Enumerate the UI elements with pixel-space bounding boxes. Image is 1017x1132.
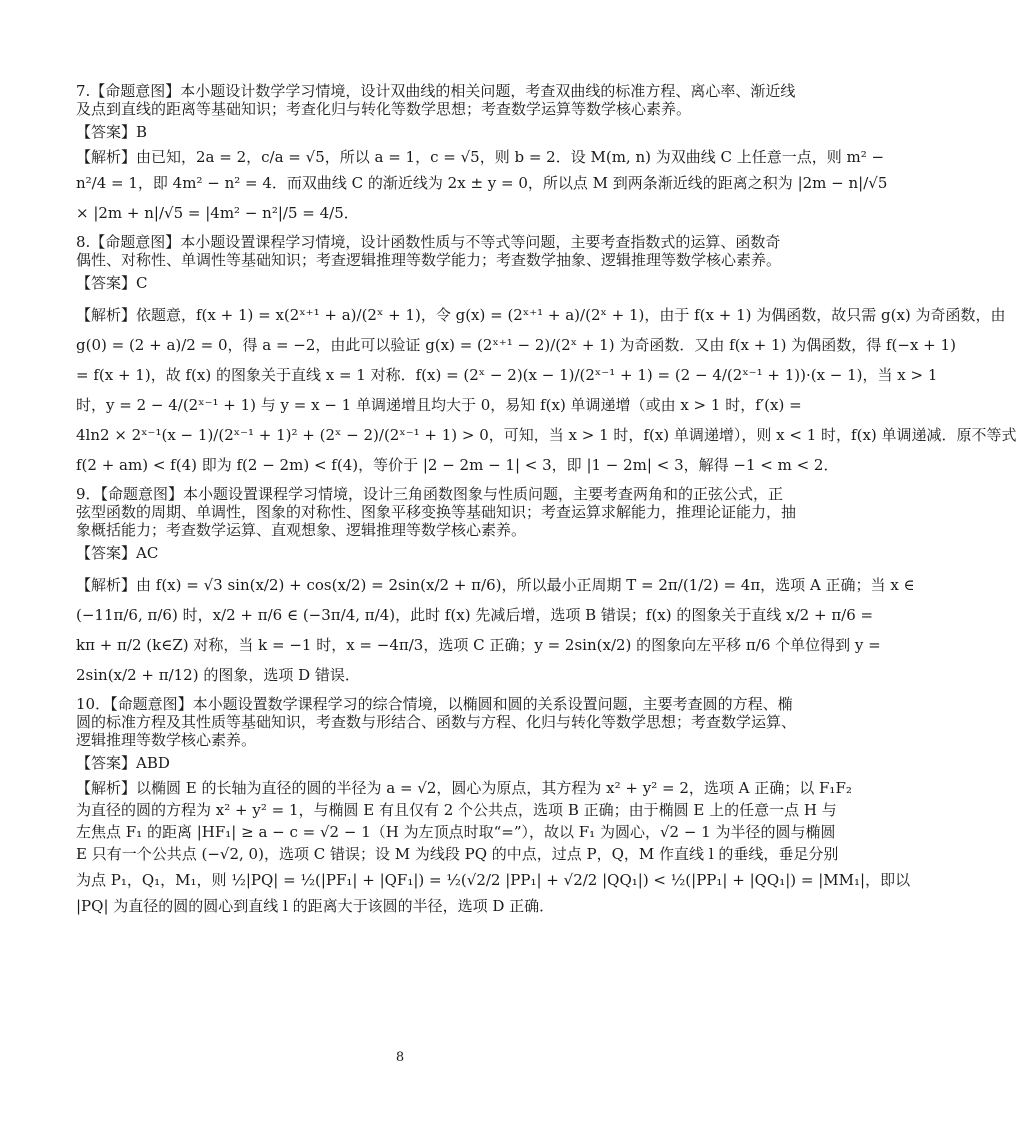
q8-analysis-line-5: 4ln2 × 2ˣ⁻¹(x − 1)/(2ˣ⁻¹ + 1)² + (2ˣ − 2)/(2ˣ⁻¹ + 1) > 0，可知，当 x > 1 时，f(x) 单调递增），则 x < 1 时，f(x) 单调递减．原不等式 [76, 426, 1017, 444]
q10-analysis-line-2: 为直径的圆的方程为 x² + y² = 1，与椭圆 E 有且仅有 2 个公共点，选项 B 正确；由于椭圆 E 上的任意一点 H 与 [76, 801, 837, 819]
q9-intent-line-3: 象概括能力；考查数学运算、直观想象、逻辑推理等数学核心素养。 [76, 521, 527, 539]
q7-intent-line-2: 及点到直线的距离等基础知识；考查化归与转化等数学思想；考查数学运算等数学核心素养。 [76, 100, 692, 118]
q7-analysis-line-3: × |2m + n|/√5 = |4m² − n²|/5 = 4/5． [76, 204, 359, 222]
q9-intent-line-2: 弦型函数的周期、单调性，图象的对称性、图象平移变换等基础知识；考查运算求解能力，推理论证能力，抽 [76, 503, 797, 521]
q9-analysis-line-1: 【解析】由 f(x) = √3 sin(x/2) + cos(x/2) = 2sin(x/2 + π/6)，所以最小正周期 T = 2π/(1/2) = 4π，选项 A 正确；当 x ∈ [76, 576, 915, 594]
q8-analysis-line-3: = f(x + 1)，故 f(x) 的图象关于直线 x = 1 对称．f(x) = (2ˣ − 2)(x − 1)/(2ˣ⁻¹ + 1) = (2 − 4/(2ˣ⁻¹ + 1))·(x − 1)，当 x > 1 [76, 366, 938, 384]
q7-intent-line-1: 7.【命题意图】本小题设计数学学习情境，设计双曲线的相关问题，考查双曲线的标准方程、离心率、渐近线 [76, 82, 796, 100]
question-8 [76, 233, 1017, 480]
question-10 [76, 695, 911, 917]
q9-analysis-line-4: 2sin(x/2 + π/12) 的图象，选项 D 错误． [76, 666, 360, 684]
q10-analysis-line-6: |PQ| 为直径的圆的圆心到直线 l 的距离大于该圆的半径，选项 D 正确． [76, 897, 555, 915]
q9-answer: 【答案】AC [76, 544, 159, 562]
q10-intent-line-3: 逻辑推理等数学核心素养。 [76, 731, 257, 749]
q10-answer: 【答案】ABD [76, 754, 170, 772]
q10-analysis-line-5: 为点 P₁，Q₁，M₁，则 ½|PQ| = ½(|PF₁| + |QF₁|) = ½(√2/2 |PP₁| + √2/2 |QQ₁|) < ½(|PP₁| + |QQ₁|) = |MM₁|，即以 [76, 871, 911, 889]
q10-analysis-line-1: 【解析】以椭圆 E 的长轴为直径的圆的半径为 a = √2，圆心为原点，其方程为 x² + y² = 2，选项 A 正确；以 F₁F₂ [76, 779, 852, 797]
q8-analysis-line-4: 时，y = 2 − 4/(2ˣ⁻¹ + 1) 与 y = x − 1 单调递增且均大于 0，易知 f(x) 单调递增（或由 x > 1 时，f′(x) = [76, 396, 802, 414]
question-9 [76, 485, 915, 690]
q8-intent-line-1: 8.【命题意图】本小题设置课程学习情境，设计函数性质与不等式等问题，主要考查指数式的运算、函数奇 [76, 233, 781, 251]
q8-analysis-line-1: 【解析】依题意，f(x + 1) = x(2ˣ⁺¹ + a)/(2ˣ + 1)，令 g(x) = (2ˣ⁺¹ + a)/(2ˣ + 1)，由于 f(x + 1) 为偶函数，故只需 g(x) 为奇函数，由 [76, 306, 1006, 324]
q10-intent-line-1: 10．【命题意图】本小题设置数学课程学习的综合情境，以椭圆和圆的关系设置问题，主要考查圆的方程、椭 [76, 695, 793, 713]
q10-intent-line-2: 圆的标准方程及其性质等基础知识，考查数与形结合、函数与方程、化归与转化等数学思想；考查数学运算、 [76, 713, 797, 731]
q9-analysis-line-2: (−11π/6, π/6) 时，x/2 + π/6 ∈ (−3π/4, π/4)，此时 f(x) 先减后增，选项 B 错误；f(x) 的图象关于直线 x/2 + π/6 = [76, 606, 874, 624]
question-7 [76, 82, 888, 228]
q9-intent-line-1: 9．【命题意图】本小题设置课程学习情境，设计三角函数图象与性质问题，主要考查两角和的正弦公式，正 [76, 485, 784, 503]
q8-intent-line-2: 偶性、对称性、单调性等基础知识；考查逻辑推理等数学能力；考查数学抽象、逻辑推理等数学核心素养。 [76, 251, 782, 269]
q8-analysis-line-6: f(2 + am) < f(4) 即为 f(2 − 2m) < f(4)，等价于 |2 − 2m − 1| < 3，即 |1 − 2m| < 3，解得 −1 < m < 2． [76, 456, 839, 474]
q10-analysis-line-4: E 只有一个公共点 (−√2, 0)，选项 C 错误；设 M 为线段 PQ 的中点，过点 P，Q，M 作直线 l 的垂线，垂足分别 [76, 845, 839, 863]
q7-answer: 【答案】B [76, 123, 148, 141]
q7-analysis-line-2: n²/4 = 1，即 4m² − n² = 4．而双曲线 C 的渐近线为 2x ± y = 0，所以点 M 到两条渐近线的距离之积为 |2m − n|/√5 [76, 174, 888, 192]
page-number: 8 [395, 1050, 405, 1065]
q8-analysis-line-2: g(0) = (2 + a)/2 = 0，得 a = −2，由此可以验证 g(x) = (2ˣ⁺¹ − 2)/(2ˣ + 1) 为奇函数．又由 f(x + 1) 为偶函数，得 f(−x + 1) [76, 336, 956, 354]
q8-answer: 【答案】C [76, 274, 148, 292]
q7-analysis-line-1: 【解析】由已知，2a = 2，c/a = √5，所以 a = 1，c = √5，则 b = 2．设 M(m, n) 为双曲线 C 上任意一点，则 m² − [76, 148, 885, 166]
document-body [76, 82, 1017, 917]
q9-analysis-line-3: kπ + π/2 (k∈Z) 对称，当 k = −1 时，x = −4π/3，选项 C 正确；y = 2sin(x/2) 的图象向左平移 π/6 个单位得到 y = [76, 636, 881, 654]
q10-analysis-line-3: 左焦点 F₁ 的距离 |HF₁| ≥ a − c = √2 − 1（H 为左顶点时取“=”），故以 F₁ 为圆心，√2 − 1 为半径的圆与椭圆 [76, 823, 836, 841]
